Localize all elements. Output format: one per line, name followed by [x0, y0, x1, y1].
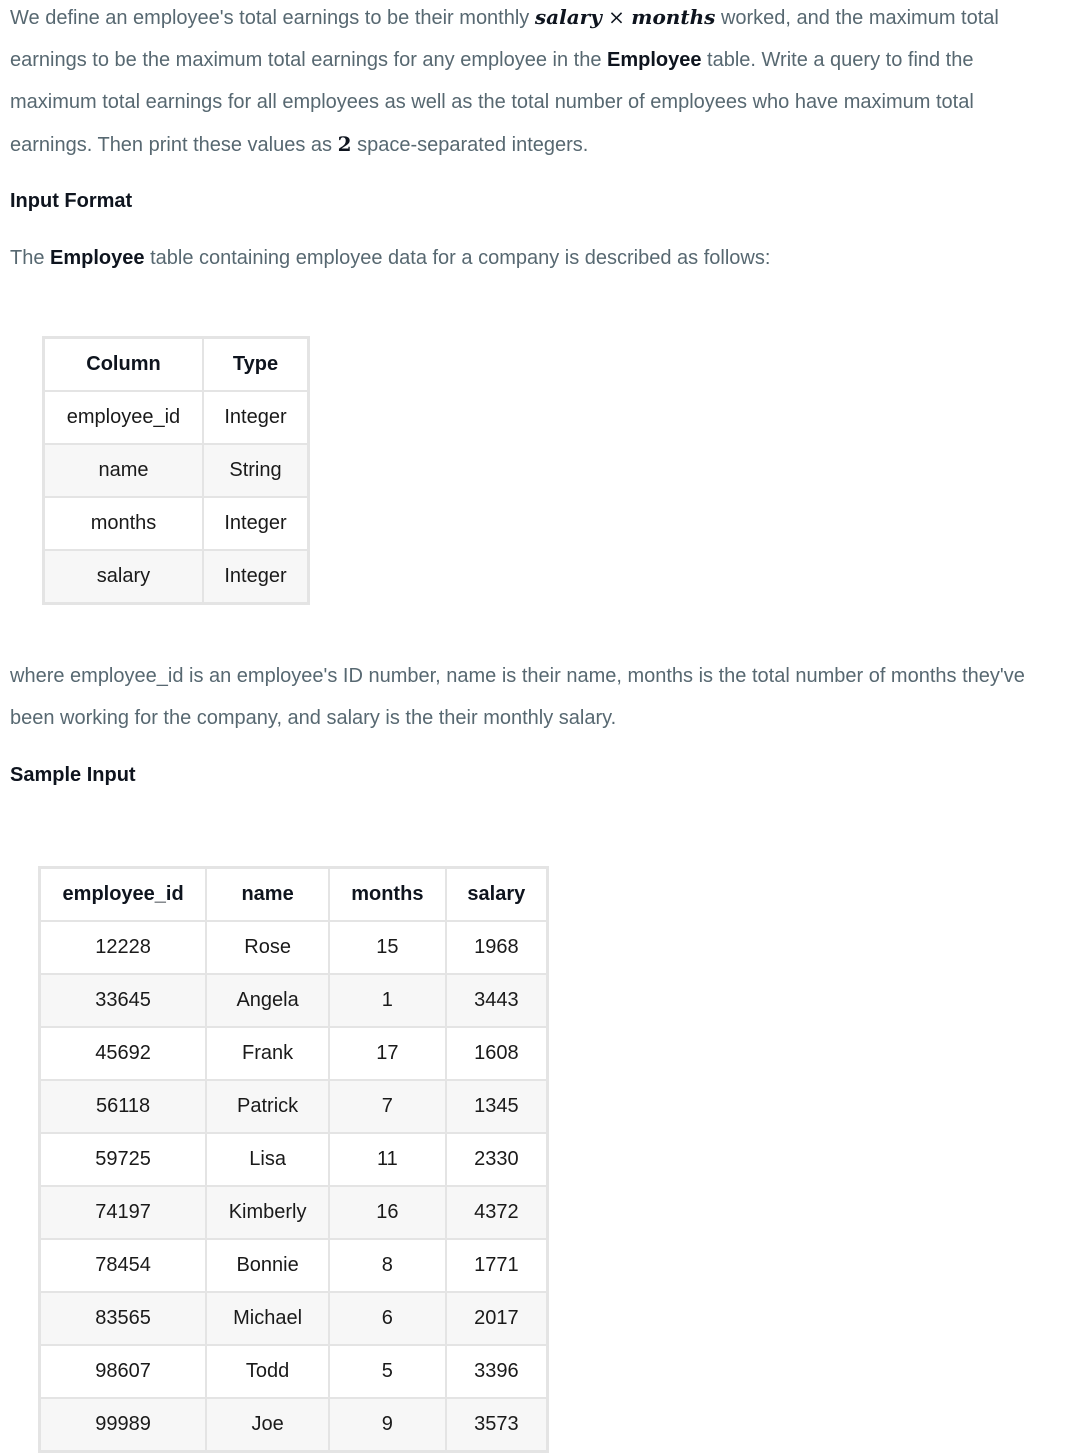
cell-months: 7: [329, 1080, 446, 1133]
schema-row: [44, 444, 309, 497]
input-format-text-1: The: [10, 247, 51, 269]
schema-cell-column: employee_id: [44, 391, 203, 444]
sample-header-row: [40, 868, 548, 922]
table-row: [40, 1398, 548, 1452]
sample-input-table: [38, 866, 549, 1453]
cell-months: 6: [329, 1292, 446, 1345]
intro-text-1: We define an employee's total earnings to be their monthly: [10, 7, 535, 29]
cell-employee-id: 33645: [40, 974, 207, 1027]
cell-salary: 1608: [446, 1027, 548, 1080]
cell-months: 5: [329, 1345, 446, 1398]
cell-employee-id: 45692: [40, 1027, 207, 1080]
schema-cell-type: Integer: [203, 391, 309, 444]
table-row: [40, 1080, 548, 1133]
schema-cell-column: salary: [44, 550, 203, 604]
cell-months: 11: [329, 1133, 446, 1186]
cell-salary: 1771: [446, 1239, 548, 1292]
cell-salary: 1968: [446, 921, 548, 974]
input-format-text: [10, 237, 1050, 279]
sample-input-heading: Sample Input: [10, 764, 136, 786]
cell-salary: 1345: [446, 1080, 548, 1133]
math-months: months: [631, 5, 716, 29]
employee-table-name-2: Employee: [50, 247, 145, 269]
cell-salary: 3396: [446, 1345, 548, 1398]
schema-header-column: Column: [44, 338, 203, 392]
schema-cell-column: name: [44, 444, 203, 497]
table-row: [40, 1345, 548, 1398]
cell-name: Angela: [206, 974, 329, 1027]
schema-header-row: [44, 338, 309, 392]
schema-header-type: Type: [203, 338, 309, 392]
sample-header-employee-id: employee_id: [40, 868, 207, 922]
cell-employee-id: 78454: [40, 1239, 207, 1292]
cell-name: Rose: [206, 921, 329, 974]
cell-employee-id: 56118: [40, 1080, 207, 1133]
cell-months: 15: [329, 921, 446, 974]
cell-name: Todd: [206, 1345, 329, 1398]
cell-name: Joe: [206, 1398, 329, 1452]
cell-employee-id: 83565: [40, 1292, 207, 1345]
cell-employee-id: 99989: [40, 1398, 207, 1452]
input-format-text-2: table containing employee data for a company is described as follows:: [144, 247, 771, 269]
table-row: [40, 974, 548, 1027]
schema-row: [44, 391, 309, 444]
table-row: [40, 1133, 548, 1186]
schema-row: [44, 550, 309, 604]
sample-header-name: name: [206, 868, 329, 922]
math-two: 2: [337, 132, 352, 156]
math-salary: salary: [534, 5, 602, 29]
table-row: [40, 1027, 548, 1080]
cell-salary: 3443: [446, 974, 548, 1027]
table-row: [40, 1186, 548, 1239]
schema-row: [44, 497, 309, 550]
cell-salary: 2017: [446, 1292, 548, 1345]
cell-name: Bonnie: [206, 1239, 329, 1292]
schema-table: [42, 336, 310, 605]
table-row: [40, 1292, 548, 1345]
cell-months: 8: [329, 1239, 446, 1292]
employee-table-name: Employee: [607, 49, 702, 71]
sample-header-months: months: [329, 868, 446, 922]
table-row: [40, 921, 548, 974]
column-description: where employee_id is an employee's ID number, name is their name, months is the total number of months they've been working for the company, and salary is the their monthly salary.: [10, 665, 1025, 729]
schema-cell-column: months: [44, 497, 203, 550]
intro-text-4: space-separated integers.: [351, 134, 589, 156]
table-row: [40, 1239, 548, 1292]
cell-months: 9: [329, 1398, 446, 1452]
math-times: ×: [601, 5, 632, 29]
intro-text-2: worked, and the maximum total earnings to be the maximum total earnings for any employee in the: [10, 7, 999, 71]
cell-salary: 4372: [446, 1186, 548, 1239]
cell-name: Michael: [206, 1292, 329, 1345]
cell-name: Frank: [206, 1027, 329, 1080]
schema-cell-type: String: [203, 444, 309, 497]
cell-salary: 3573: [446, 1398, 548, 1452]
cell-months: 17: [329, 1027, 446, 1080]
schema-cell-type: Integer: [203, 497, 309, 550]
problem-statement: [10, 0, 1050, 166]
cell-name: Kimberly: [206, 1186, 329, 1239]
schema-cell-type: Integer: [203, 550, 309, 604]
cell-employee-id: 12228: [40, 921, 207, 974]
cell-months: 16: [329, 1186, 446, 1239]
cell-employee-id: 59725: [40, 1133, 207, 1186]
cell-name: Lisa: [206, 1133, 329, 1186]
cell-employee-id: 74197: [40, 1186, 207, 1239]
cell-salary: 2330: [446, 1133, 548, 1186]
cell-name: Patrick: [206, 1080, 329, 1133]
sample-header-salary: salary: [446, 868, 548, 922]
intro-text-3: table. Write a query to find the maximum total earnings for all employees as well as the total number of employees who have maximum total earnings. Then print these values as: [10, 49, 974, 156]
input-format-heading: Input Format: [10, 190, 133, 212]
cell-months: 1: [329, 974, 446, 1027]
cell-employee-id: 98607: [40, 1345, 207, 1398]
